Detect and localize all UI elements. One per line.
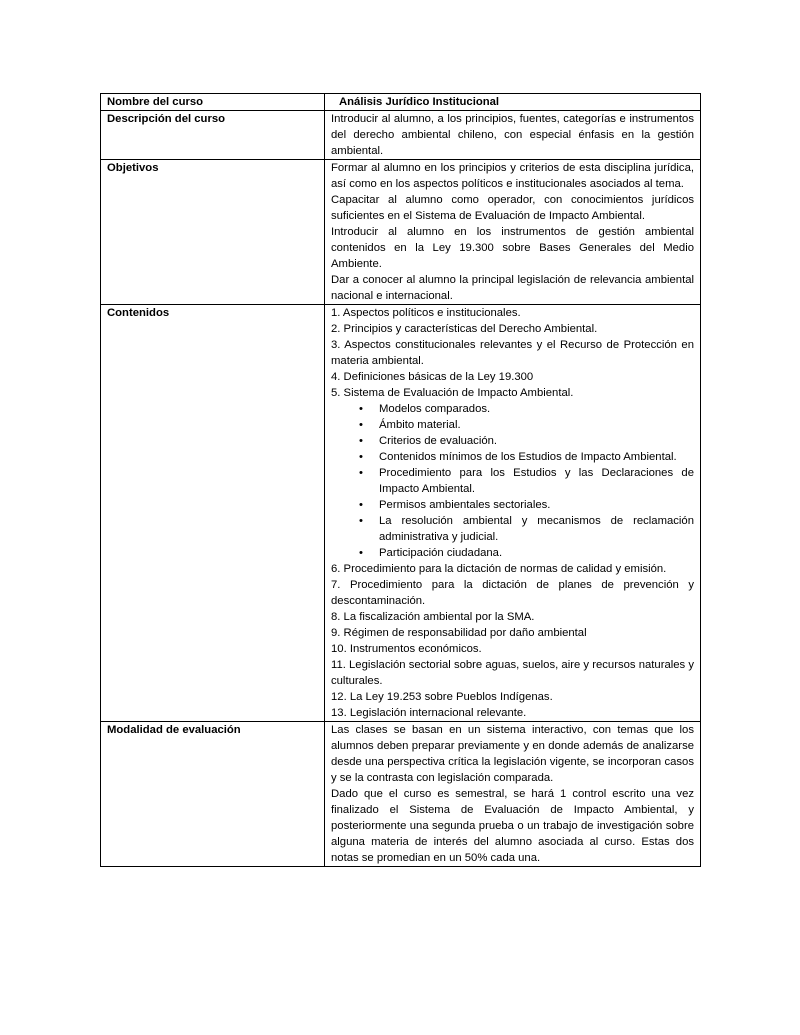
content-item: 9. Régimen de responsabilidad por daño ambiental [331, 627, 587, 639]
content-item: 5. Sistema de Evaluación de Impacto Ambiental. [331, 387, 574, 399]
sub-item-text: Criterios de evaluación. [379, 435, 498, 447]
row-course-description [101, 111, 701, 160]
sub-item [355, 545, 694, 561]
course-description-value: Introducir al alumno, a los principios, fuentes, categorías e instrumentos del derecho ambiental chileno, con especial énfasis en la gestión ambiental. [325, 111, 701, 160]
content-item: 2. Principios y características del Derecho Ambiental. [331, 323, 598, 335]
content-item: 6. Procedimiento para la dictación de normas de calidad y emisión. [331, 563, 667, 575]
row-evaluation [101, 722, 701, 867]
sub-item [355, 417, 694, 433]
evaluation-label: Modalidad de evaluación [101, 722, 325, 867]
objectives-label: Objetivos [101, 160, 325, 305]
sub-item [355, 449, 694, 465]
objective-paragraph: Introducir al alumno en los instrumentos de gestión ambiental contenidos en la Ley 19.300 sobre Bases Generales del Medio Ambiente. [331, 226, 694, 270]
content-item: 12. La Ley 19.253 sobre Pueblos Indígenas. [331, 691, 553, 703]
course-description-label: Descripción del curso [101, 111, 325, 160]
sub-item-text: Contenidos mínimos de los Estudios de Impacto Ambiental. [379, 451, 677, 463]
bullet-icon: • [359, 499, 363, 511]
sub-item [355, 465, 694, 497]
sub-item [355, 433, 694, 449]
content-item: 13. Legislación internacional relevante. [331, 707, 527, 719]
content-item: 4. Definiciones básicas de la Ley 19.300 [331, 371, 534, 383]
contents-cell [325, 305, 701, 722]
bullet-icon: • [359, 403, 363, 415]
sub-item-text: Modelos comparados. [379, 403, 491, 415]
bullet-icon: • [359, 419, 363, 431]
sub-item-text: La resolución ambiental y mecanismos de reclamación administrativa y judicial. [379, 515, 694, 543]
bullet-icon: • [359, 435, 363, 447]
content-item: 1. Aspectos políticos e institucionales. [331, 307, 521, 319]
evaluation-cell [325, 722, 701, 867]
sub-item [355, 513, 694, 545]
course-name-value: Análisis Jurídico Institucional [325, 94, 701, 111]
sub-item [355, 401, 694, 417]
content-item: 10. Instrumentos económicos. [331, 643, 482, 655]
bullet-icon: • [359, 467, 363, 479]
objective-paragraph: Formar al alumno en los principios y criterios de esta disciplina jurídica, así como en los aspectos políticos e institucionales asociados al tema. [331, 162, 694, 190]
sub-item-text: Participación ciudadana. [379, 547, 503, 559]
bullet-icon: • [359, 547, 363, 559]
contents-label: Contenidos [101, 305, 325, 722]
objective-paragraph: Dar a conocer al alumno la principal legislación de relevancia ambiental nacional e internacional. [331, 274, 694, 302]
bullet-icon: • [359, 515, 363, 527]
content-item: 11. Legislación sectorial sobre aguas, suelos, aire y recursos naturales y culturales. [331, 659, 694, 687]
sub-item-text: Permisos ambientales sectoriales. [379, 499, 551, 511]
content-item: 7. Procedimiento para la dictación de planes de prevención y descontaminación. [331, 579, 694, 607]
course-name-label: Nombre del curso [101, 94, 325, 111]
sub-item-text: Ámbito material. [379, 419, 461, 431]
content-item: 3. Aspectos constitucionales relevantes y el Recurso de Protección en materia ambiental. [331, 339, 694, 367]
sub-item [355, 497, 694, 513]
bullet-icon: • [359, 451, 363, 463]
objective-paragraph: Capacitar al alumno como operador, con conocimientos jurídicos suficientes en el Sistema de Evaluación de Impacto Ambiental. [331, 194, 694, 222]
sub-item-text: Procedimiento para los Estudios y las Declaraciones de Impacto Ambiental. [379, 467, 694, 495]
evaluation-paragraph: Dado que el curso es semestral, se hará 1 control escrito una vez finalizado el Sistema de Evaluación de Impacto Ambiental, y posteriormente una segunda prueba o un trabajo de investigación sobre alguna materia de interés del alumno asociada al curso. Estas dos notas se promedian en un 50% cada una. [331, 788, 694, 864]
content-item: 8. La fiscalización ambiental por la SMA. [331, 611, 535, 623]
row-contents [101, 305, 701, 722]
sub-item-list [331, 401, 694, 561]
evaluation-paragraph: Las clases se basan en un sistema interactivo, con temas que los alumnos deben preparar previamente y en donde además de analizarse desde una perspectiva crítica la legislación vigente, se incorporan casos y se la contrasta con legislación comparada. [331, 724, 694, 784]
row-objectives [101, 160, 701, 305]
row-course-name [101, 94, 701, 111]
course-table [100, 93, 701, 867]
objectives-cell [325, 160, 701, 305]
